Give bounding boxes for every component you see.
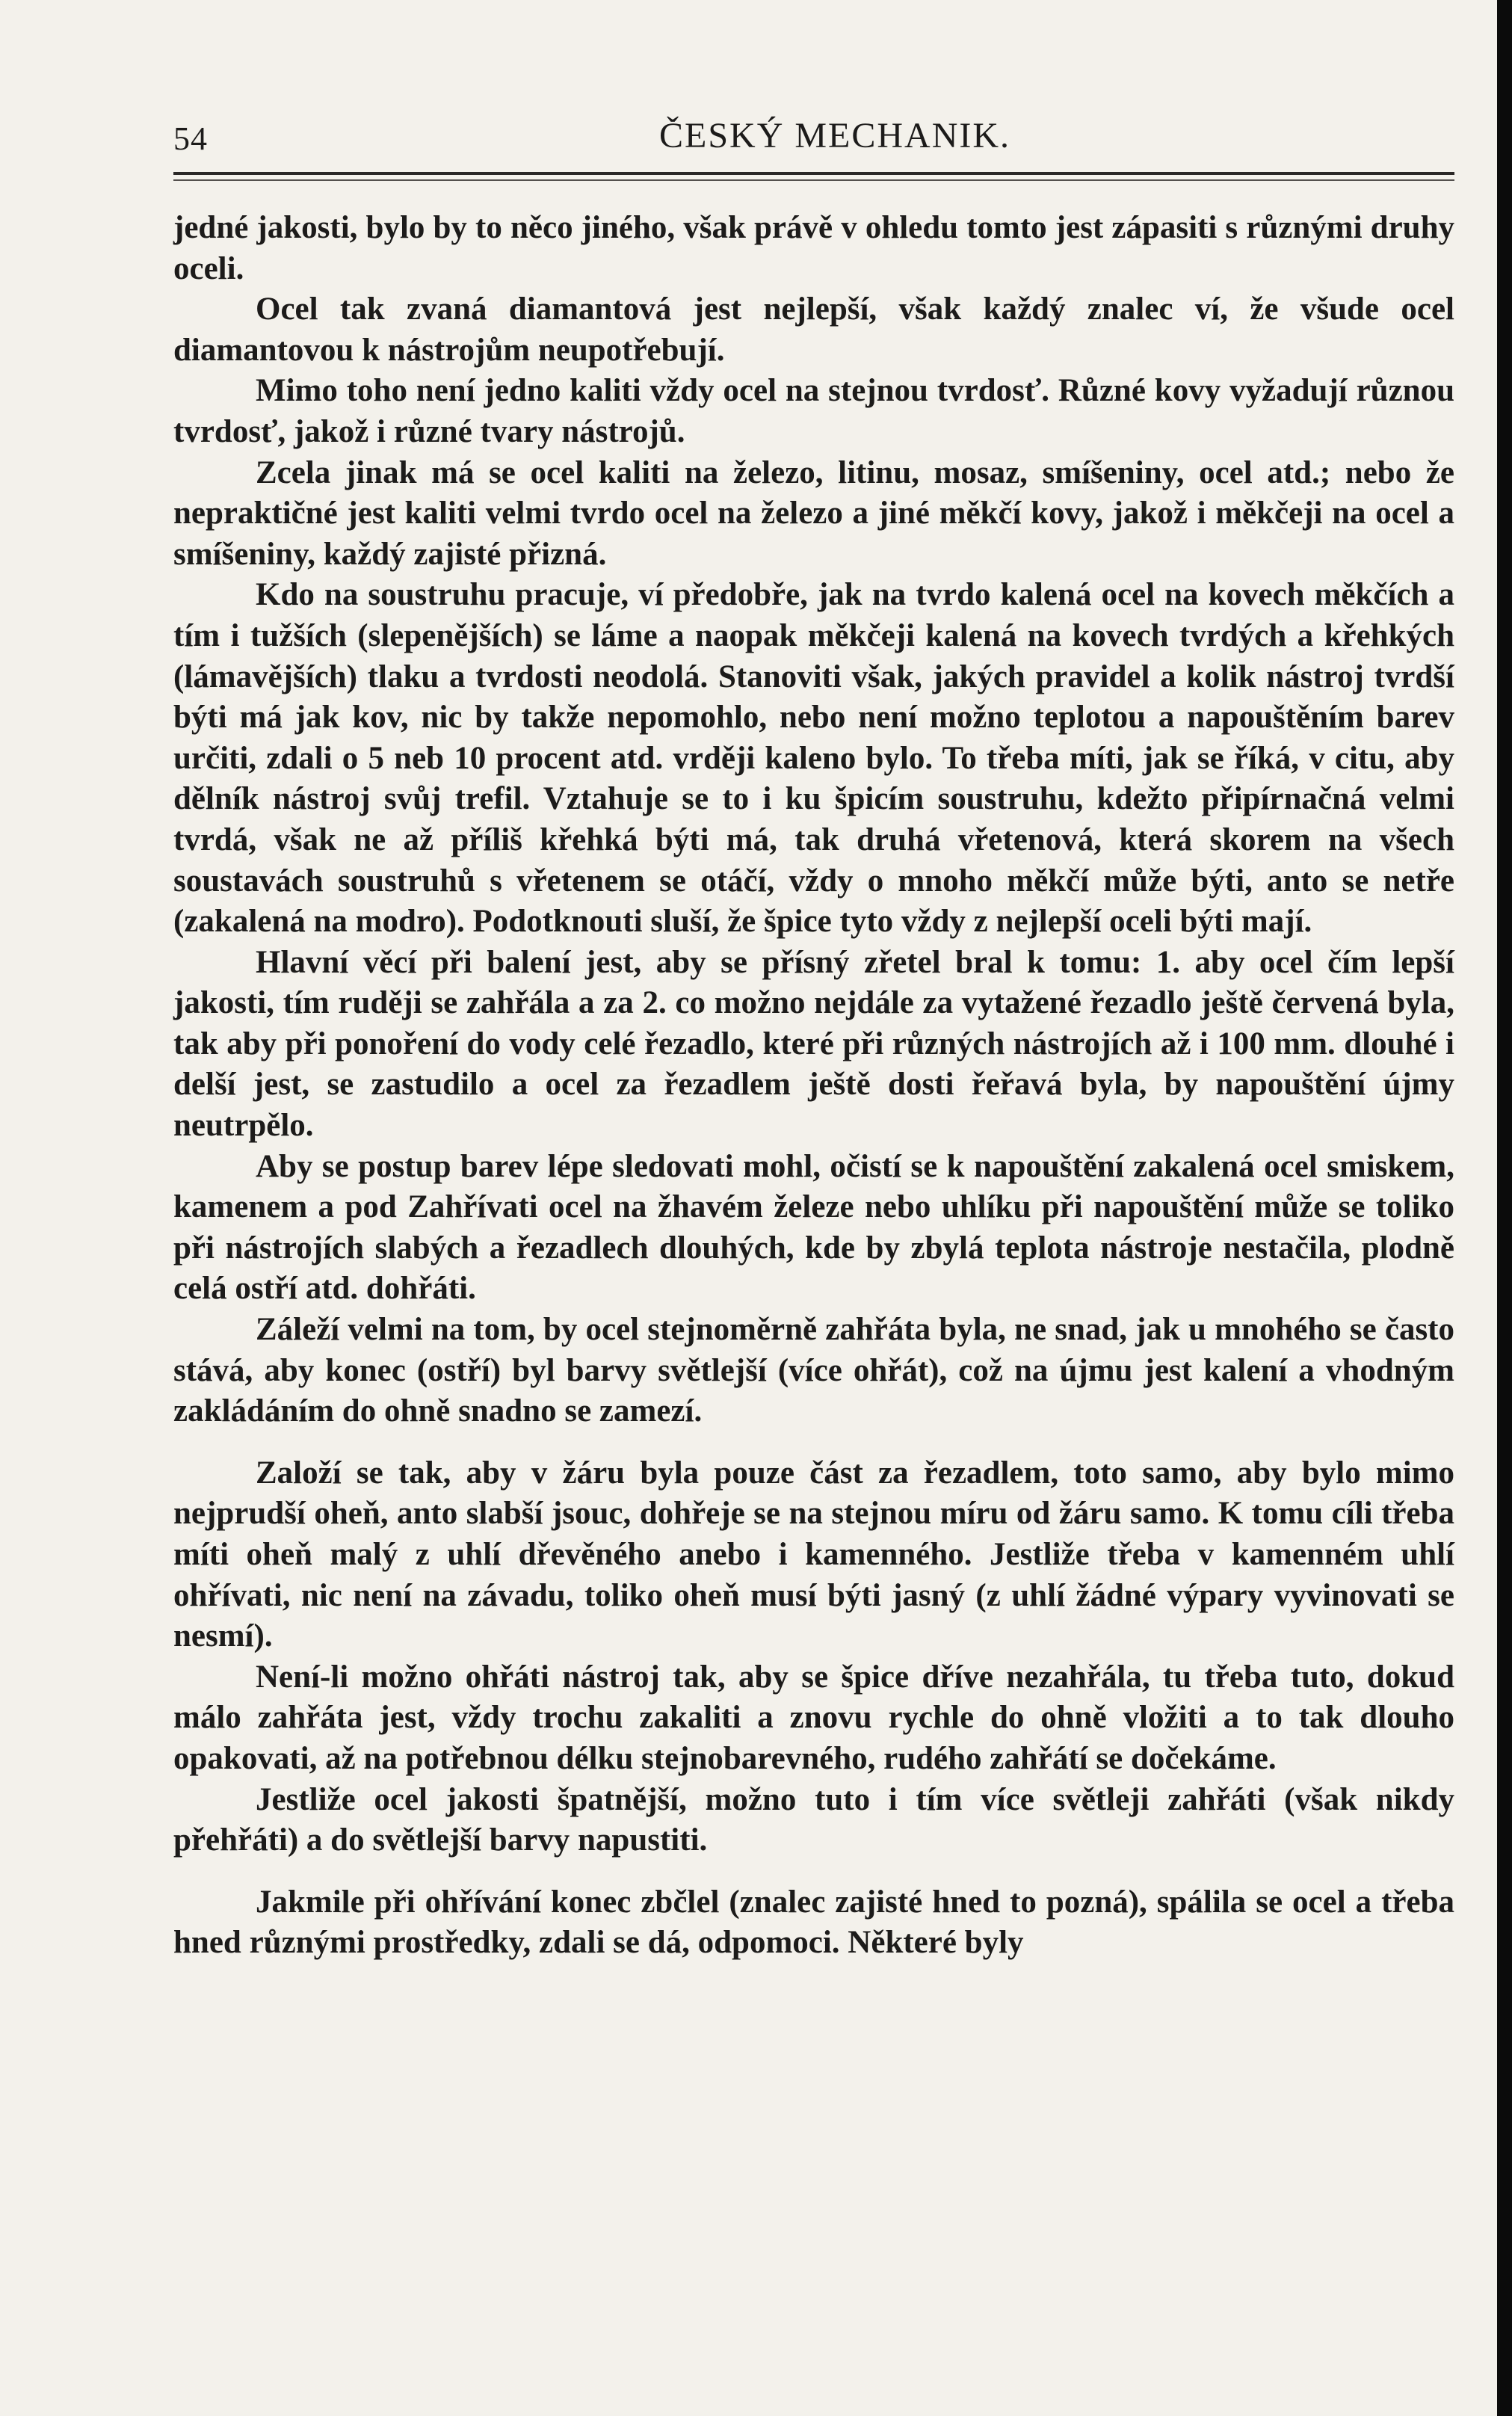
header-rule <box>173 172 1454 175</box>
paragraph: Jakmile při ohřívání konec zbčlel (znalec zajisté hned to pozná), spálila se ocel a třeba hned různými prostředky, zdali se dá, odpomoci. Některé byly <box>173 1884 1454 1961</box>
paragraph: Není-li možno ohřáti nástroj tak, aby se špice dříve nezahřála, tu třeba tuto, dokud málo zahřáta jest, vždy trochu zakaliti a znovu rychle do ohně vložiti a to tak dlouho opakovati, až na potřebnou délku stejnobarevného, rudého zahřátí se dočekáme. <box>173 1659 1454 1776</box>
paragraph: Založí se tak, aby v žáru byla pouze část za řezadlem, toto samo, aby bylo mimo nejprudší oheň, anto slabší jsouc, dohřeje se na stejnou míru od žáru samo. K tomu cíli třeba míti oheň malý z uhlí dřevěného anebo i kamenného. Jestliže třeba v kamenném uhlí ohřívati, nic není na závadu, toliko oheň musí býti jasný (z uhlí žádné výpary vyvinovati se nesmí). <box>173 1455 1454 1654</box>
paragraph: Aby se postup barev lépe sledovati mohl, očistí se k napouštění zakalená ocel smiskem, kamenem a pod Zahřívati ocel na žhavém železe nebo uhlíku při napouštění může se toliko při nástrojích slabých a řezadlech dlouhých, kde by zbylá teplota nástroje nestačila, plodně celá ostří atd. dohřáti. <box>173 1148 1454 1307</box>
paragraph: Hlavní věcí při balení jest, aby se přísný zřetel bral k tomu: 1. aby ocel čím lepší jakosti, tím ruději se zahřála a za 2. co možno nejdále za vytažené řezadlo ještě červená byla, tak aby při ponoření do vody celé řezadlo, které při různých nástrojích až i 100 mm. dlouhé i delší jest, se zastudilo a ocel za řezadlem ještě dosti řeřavá byla, by napouštění újmy neutrpělo. <box>173 944 1454 1144</box>
paragraph: Ocel tak zvaná diamantová jest nejlepší, však každý znalec ví, že všude ocel diamantovou k nástrojům neupotřebují. <box>173 292 1454 368</box>
paragraph: Kdo na soustruhu pracuje, ví předobře, jak na tvrdo kalená ocel na kovech měkčích a tím i tužších (slepenějších) se láme a naopak měkčeji kalená na kovech tvrdých a křehkých (lámavějších) tlaku a tvrdosti neodolá. Stanoviti však, jakých pravidel a kolik nástroj tvrdší býti má jak kov, nic by takže nepomohlo, nebo není možno teplotou a napouštěním barev určiti, zdali o 5 neb 10 procent atd. vrději kaleno bylo. To třeba míti, jak se říká, v citu, aby dělník nástroj svůj trefil. Vztahuje se to i ku špicím soustruhu, kdežto připírnačná velmi tvrdá, však ne až příliš křehká býti má, tak druhá vřetenová, která skorem na všech soustavách soustruhů s vřetenem se otáčí, vždy o mnoho měkčí může býti, anto se netře (zakalená na modro). Podotknouti sluší, že špice tyto vždy z nejlepší oceli býti mají. <box>173 577 1454 940</box>
paragraph: jedné jakosti, bylo by to něco jiného, však právě v ohledu tomto jest zápasiti s různými druhy oceli. <box>173 210 1454 286</box>
paragraph: Zcela jinak má se ocel kaliti na železo, litinu, mosaz, smíšeniny, ocel atd.; nebo že nepraktičné jest kaliti velmi tvrdo ocel na železo a jiné měkčí kovy, jakož i měkčeji na ocel a smíšeniny, každý zajisté přizná. <box>173 454 1454 572</box>
running-head: ČESKÝ MECHANIK. <box>659 116 1011 155</box>
page-header <box>173 112 1454 179</box>
paragraph: Mimo toho není jedno kaliti vždy ocel na stejnou tvrdosť. Různé kovy vyžadují různou tvrdosť, jakož i různé tvary nástrojů. <box>173 373 1454 449</box>
body-text <box>173 208 1454 1964</box>
paragraph: Jestliže ocel jakosti špatnější, možno tuto i tím více světleji zahřáti (však nikdy přehřáti) a do světlejší barvy napustiti. <box>173 1781 1454 1858</box>
scan-edge <box>1497 0 1512 2416</box>
paragraph: Záleží velmi na tom, by ocel stejnoměrně zahřáta byla, ne snad, jak u mnohého se často stává, aby konec (ostří) byl barvy světlejší (více ohřát), což na újmu jest kalení a vhodným zakládáním do ohně snadno se zamezí. <box>173 1312 1454 1429</box>
header-rule-thin <box>173 179 1454 181</box>
page-number: 54 <box>173 120 208 157</box>
